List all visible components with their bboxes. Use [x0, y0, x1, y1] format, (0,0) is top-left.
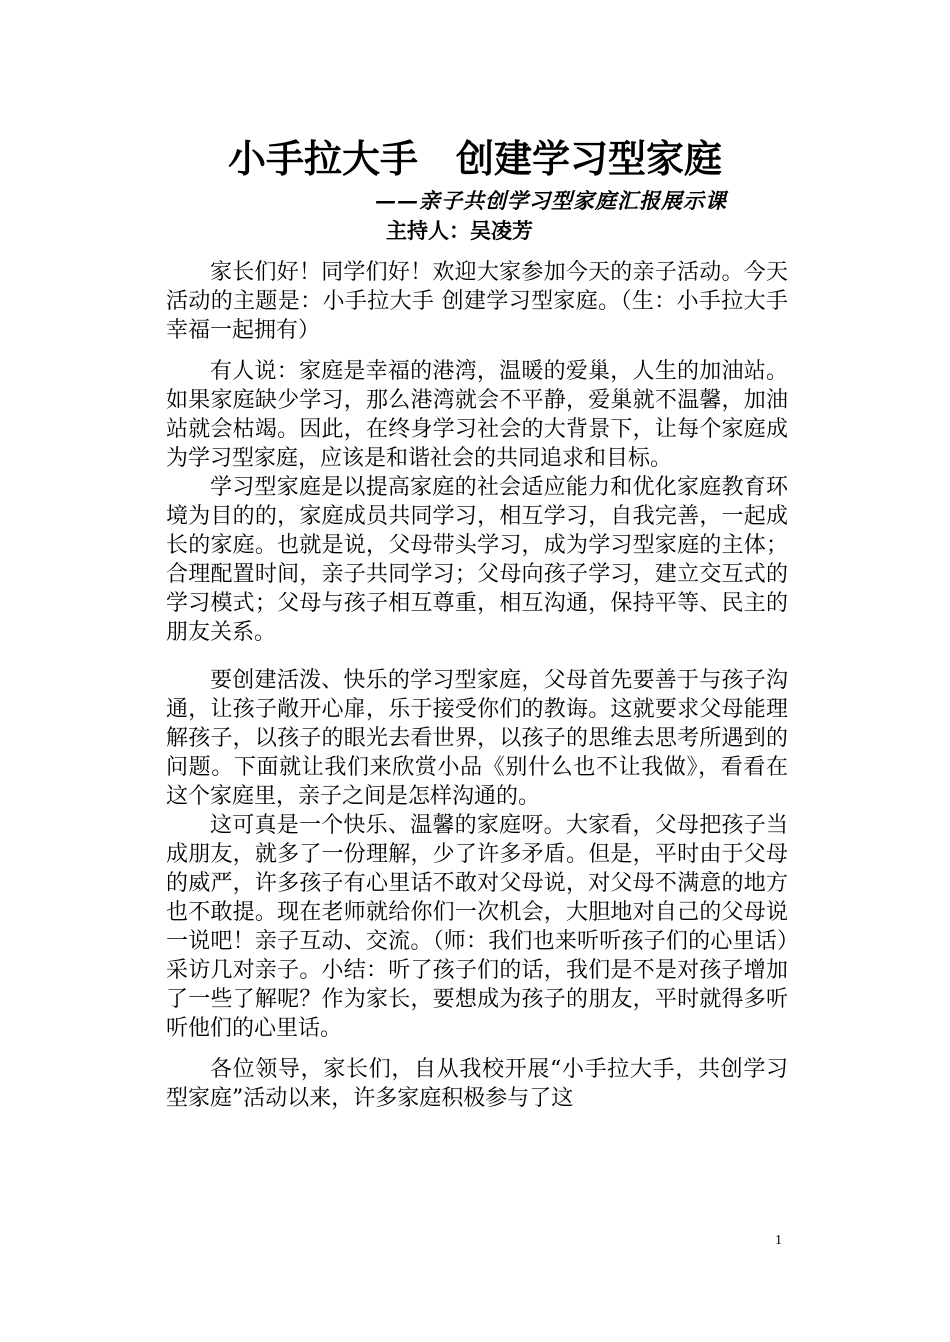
paragraph: 家长们好！同学们好！欢迎大家参加今天的亲子活动。今天活动的主题是：小手拉大手 创建学习型家庭。（生：小手拉大手 幸福一起拥有）: [166, 260, 811, 343]
document-body: [166, 258, 811, 1113]
page-number: 1: [775, 1233, 782, 1248]
document-subtitle: ——亲子共创学习型家庭汇报展示课: [375, 188, 727, 213]
paragraph: 有人说：家庭是幸福的港湾，温暖的爱巢，人生的加油站。如果家庭缺少学习，那么港湾就会不平静，爱巢就不温馨，加油站就会枯竭。因此，在终身学习社会的大背景下，让每个家庭成为学习型家庭，应该是和谐社会的共同追求和目标。: [166, 359, 788, 471]
paragraph: 学习型家庭是以提高家庭的社会适应能力和优化家庭教育环境为目的的，家庭成员共同学习，相互学习，自我完善，一起成长的家庭。也就是说，父母带头学习，成为学习型家庭的主体；合理配置时间，亲子共同学习；父母向孩子学习，建立交互式的学习模式；父母与孩子相互尊重，相互沟通，保持平等、民主的朋友关系。: [166, 475, 788, 645]
host-line: 主持人：吴凌芳: [386, 218, 533, 243]
paragraph: 这可真是一个快乐、温馨的家庭呀。大家看，父母把孩子当成朋友，就多了一份理解，少了许多矛盾。但是，平时由于父母的威严，许多孩子有心里话不敢对父母说，对父母不满意的地方也不敢提。现在老师就给你们一次机会，大胆地对自己的父母说一说吧！亲子互动、交流。（师：我们也来听听孩子们的心里话）采访几对亲子。小结：听了孩子们的话，我们是不是对孩子增加了一些了解呢？作为家长，要想成为孩子的朋友，平时就得多听听他们的心里话。: [166, 813, 788, 1041]
paragraph: 要创建活泼、快乐的学习型家庭，父母首先要善于与孩子沟通，让孩子敞开心扉，乐于接受你们的教诲。这就要求父母能理解孩子，以孩子的眼光去看世界，以孩子的思维去思考所遇到的问题。下面就让我们来欣赏小品《别什么也不让我做》，看看在这个家庭里，亲子之间是怎样沟通的。: [166, 668, 788, 809]
paragraph: 各位领导，家长们，自从我校开展“小手拉大手，共创学习型家庭”活动以来，许多家庭积极参与了这: [166, 1057, 788, 1111]
document-title: 小手拉大手 创建学习型家庭: [227, 137, 722, 181]
